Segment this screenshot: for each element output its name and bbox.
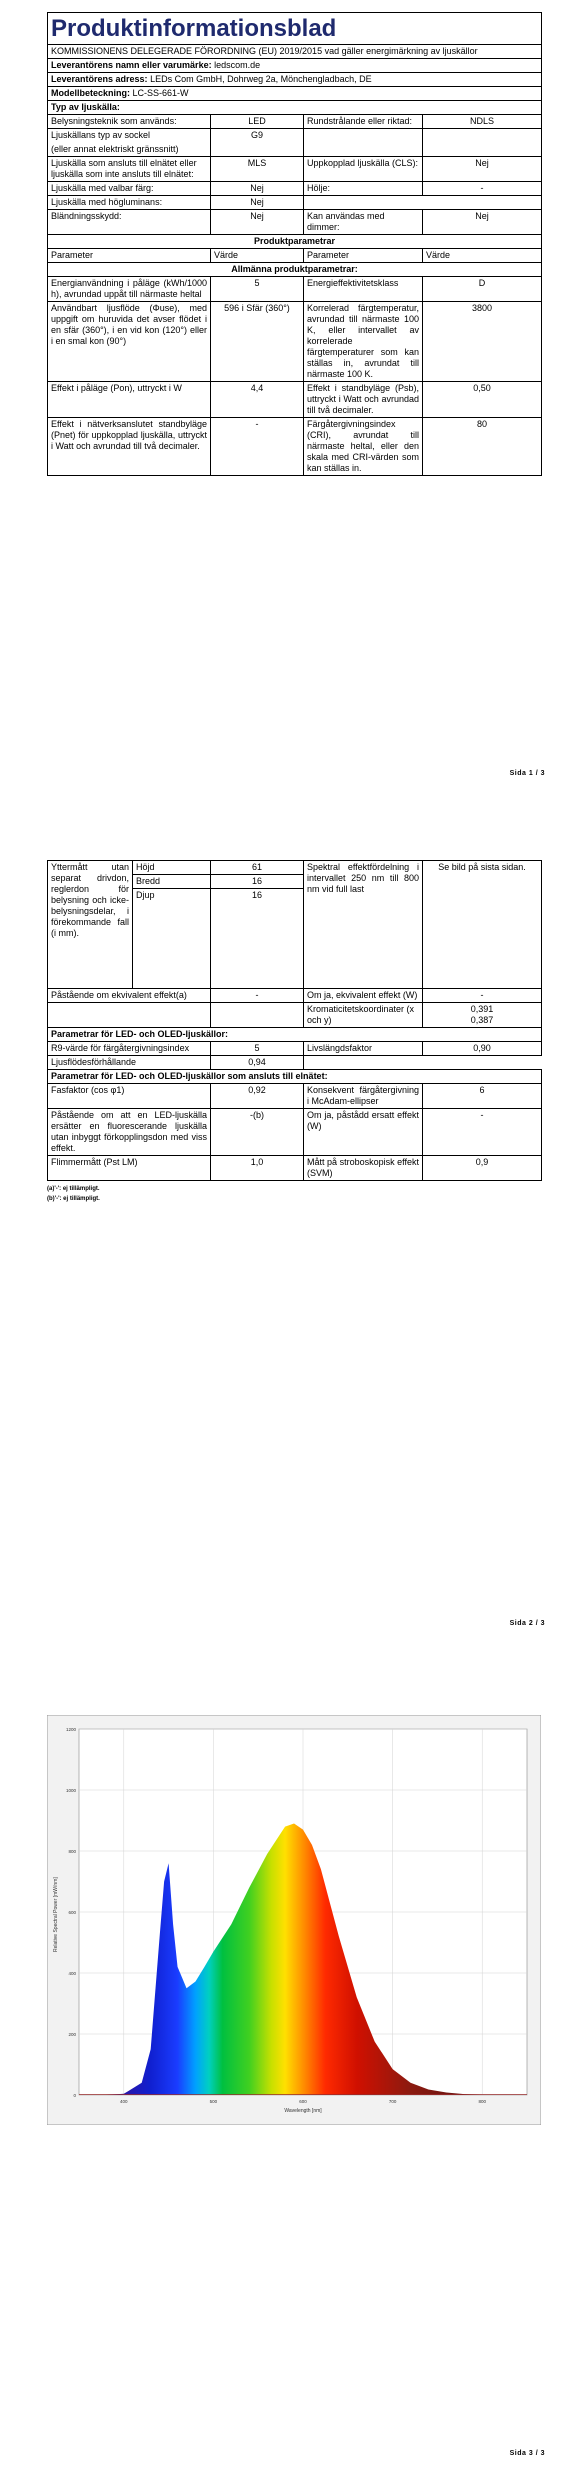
col-header-value: Värde <box>211 249 304 263</box>
dim-key: Djup <box>133 889 211 989</box>
param-value: 0,94 <box>211 1056 304 1070</box>
param-label: Färgåtergivningsindex (CRI), avrundat till närmaste heltal, eller den skala med CRI-värden som kan ställas in. <box>304 418 423 476</box>
supplier-name-row <box>48 59 542 73</box>
row-empty <box>304 196 542 210</box>
row-value: Nej <box>423 210 542 235</box>
y-tick-label: 1000 <box>65 1788 76 1793</box>
info-sheet-table <box>47 12 541 476</box>
general-params-header: Allmänna produktparametrar: <box>48 263 542 277</box>
y-tick-label: 200 <box>68 2032 76 2037</box>
row-label: Uppkopplad ljuskälla (CLS): <box>304 157 423 182</box>
supplier-address-value: LEDs Com GmbH, Dohrweg 2a, Mönchengladbach, DE <box>150 74 372 84</box>
row-value: Nej <box>423 157 542 182</box>
model-row <box>48 87 542 101</box>
column-headers <box>48 249 542 263</box>
param-label: Påstående om att en LED-ljuskälla ersätter en fluorescerande ljuskälla utan inbyggt förkopplingsdon med viss effekt. <box>48 1109 211 1156</box>
table-row <box>48 418 542 476</box>
table-row <box>48 1109 542 1156</box>
dim-key: Bredd <box>133 875 211 889</box>
param-value: D <box>423 277 542 302</box>
table-row <box>48 277 542 302</box>
param-value: 0,9 <box>423 1156 542 1181</box>
page-2 <box>0 830 585 1630</box>
page-number: Sida 3 / 3 <box>509 2450 545 2457</box>
regulation-text: KOMMISSIONENS DELEGERADE FÖRORDNING (EU) 2019/2015 vad gäller energimärkning av ljuskällor <box>48 45 542 59</box>
spectral-value: Se bild på sista sidan. <box>423 861 542 989</box>
param-label: Effekt i nätverksanslutet standbyläge (Pnet) för uppkopplad ljuskälla, uttryckt i Watt och avrundad till två decimaler. <box>48 418 211 476</box>
param-value: 0,90 <box>423 1042 542 1056</box>
param-value: 80 <box>423 418 542 476</box>
row-value: Nej <box>211 196 304 210</box>
row-label: Kan användas med dimmer: <box>304 210 423 235</box>
x-tick-label: 400 <box>120 2099 128 2104</box>
row-label: Ljuskälla med valbar färg: <box>48 182 211 196</box>
col-header-param: Parameter <box>304 249 423 263</box>
x-tick-label: 800 <box>478 2099 486 2104</box>
row-value: Nej <box>211 210 304 235</box>
param-value: 6 <box>423 1084 542 1109</box>
chromaticity-value <box>423 1003 542 1028</box>
param-label: Ljusflödesförhållande <box>48 1056 211 1070</box>
dim-value: 16 <box>211 889 304 989</box>
row-value: NDLS <box>423 115 542 129</box>
table-row <box>48 210 542 235</box>
x-tick-label: 700 <box>388 2099 397 2104</box>
col-header-param: Parameter <box>48 249 211 263</box>
row-label: Belysningsteknik som används: <box>48 115 211 129</box>
y-axis-label: Relative Spectral Power [mW/nm] <box>53 1877 59 1952</box>
table-row <box>48 1056 542 1070</box>
param-label: Kromaticitetskoordinater (x och y) <box>304 1003 423 1028</box>
row-value: MLS <box>211 157 304 182</box>
param-value: 596 i Sfär (360°) <box>211 302 304 382</box>
dim-value: 16 <box>211 875 304 889</box>
param-label: Konsekvent färgåtergivning i McAdam-ellipser <box>304 1084 423 1109</box>
param-value: - <box>423 989 542 1003</box>
supplier-name-value: ledscom.de <box>214 60 261 70</box>
model-label: Modellbeteckning: <box>51 88 131 98</box>
param-label: Korrelerad färgtemperatur, avrundad till närmaste 100 K, eller intervallet av korrelerade färgtemperaturer som kan ställas in, avrundat till närmaste 100 K. <box>304 302 423 382</box>
row-label <box>48 129 211 157</box>
x-tick-label: 600 <box>299 2099 307 2104</box>
param-value: 0,92 <box>211 1084 304 1109</box>
chroma-y: 0,387 <box>470 1015 494 1025</box>
table-row <box>48 129 542 157</box>
param-label: Energieffektivitetsklass <box>304 277 423 302</box>
row-label: Bländningsskydd: <box>48 210 211 235</box>
table-row <box>48 1156 542 1181</box>
row-value: Nej <box>211 182 304 196</box>
spectral-distribution-chart <box>47 1715 541 2125</box>
row-value: - <box>423 182 542 196</box>
x-tick-label: 500 <box>209 2099 218 2104</box>
row-value <box>423 129 542 157</box>
param-label: Effekt i påläge (Pon), uttryckt i W <box>48 382 211 418</box>
row-label: Rundstrålande eller riktad: <box>304 115 423 129</box>
table-row <box>48 1042 542 1056</box>
chroma-x: 0,391 <box>470 1004 494 1014</box>
y-tick-label: 600 <box>68 1910 76 1915</box>
param-value: - <box>423 1109 542 1156</box>
supplier-name-label: Leverantörens namn eller varumärke: <box>51 60 212 70</box>
footnote-a: (a)'-': ej tillämpligt. <box>47 1186 100 1192</box>
param-value: -(b) <box>211 1109 304 1156</box>
page-title: Produktinformationsblad <box>48 13 542 45</box>
col-header-value: Värde <box>423 249 542 263</box>
param-label: Om ja, påstådd ersatt effekt (W) <box>304 1109 423 1156</box>
y-tick-label: 0 <box>73 2093 76 2098</box>
table-row <box>48 861 542 875</box>
page-3 <box>0 1630 585 2476</box>
table-row <box>48 196 542 210</box>
info-sheet-table-2 <box>47 860 541 1204</box>
led-params-header: Parametrar för LED- och OLED-ljuskällor: <box>48 1028 542 1042</box>
param-value: 4,4 <box>211 382 304 418</box>
param-value: 5 <box>211 277 304 302</box>
footnote-b: (b)'-': ej tillämpligt. <box>47 1196 100 1202</box>
row-label: Ljuskälla med högluminans: <box>48 196 211 210</box>
supplier-address-label: Leverantörens adress: <box>51 74 148 84</box>
table-row <box>48 182 542 196</box>
param-label: Flimmermått (Pst LM) <box>48 1156 211 1181</box>
page-1 <box>0 0 585 830</box>
empty-cell <box>48 1003 211 1028</box>
model-value: LC-SS-661-W <box>132 88 189 98</box>
product-params-header: Produktparametrar <box>48 235 542 249</box>
empty-cell <box>304 1056 542 1070</box>
param-label: Effekt i standbyläge (Psb), uttryckt i Watt och avrundad till två decimaler. <box>304 382 423 418</box>
param-value: 1,0 <box>211 1156 304 1181</box>
param-label: Energianvändning i påläge (kWh/1000 h), avrundad uppåt till närmaste heltal <box>48 277 211 302</box>
y-tick-label: 1200 <box>65 1727 76 1732</box>
param-value: - <box>211 989 304 1003</box>
mains-params-header: Parametrar för LED- och OLED-ljuskällor som ansluts till elnätet: <box>48 1070 542 1084</box>
param-label: Påstående om ekvivalent effekt(a) <box>48 989 211 1003</box>
page-number: Sida 1 / 3 <box>509 770 545 777</box>
table-row <box>48 989 542 1003</box>
param-label: Mått på stroboskopisk effekt (SVM) <box>304 1156 423 1181</box>
dim-value: 61 <box>211 861 304 875</box>
row-label-sub: (eller annat elektriskt gränssnitt) <box>51 144 179 154</box>
param-value: - <box>211 418 304 476</box>
param-label: Livslängdsfaktor <box>304 1042 423 1056</box>
y-tick-label: 800 <box>68 1849 76 1854</box>
param-value: 0,50 <box>423 382 542 418</box>
param-label: Fasfaktor (cos φ1) <box>48 1084 211 1109</box>
dim-key: Höjd <box>133 861 211 875</box>
param-label: Användbart ljusflöde (Φuse), med uppgift om huruvida det avser flödet i en sfär (360°), i en vid kon (120°) eller i en smal kon (90°) <box>48 302 211 382</box>
row-label: Hölje: <box>304 182 423 196</box>
param-value: 5 <box>211 1042 304 1056</box>
row-label <box>304 129 423 157</box>
row-label: Ljuskälla som ansluts till elnätet eller ljuskälla som inte ansluts till elnätet: <box>48 157 211 182</box>
table-row <box>48 382 542 418</box>
table-row <box>48 1003 542 1028</box>
spectral-label: Spektral effektfördelning i intervallet 250 nm till 800 nm vid full last <box>304 861 423 989</box>
x-axis-label: Wavelength [nm] <box>284 2108 322 2114</box>
table-row <box>48 1084 542 1109</box>
param-value: 3800 <box>423 302 542 382</box>
type-header: Typ av ljuskälla: <box>48 101 542 115</box>
supplier-address-row <box>48 73 542 87</box>
param-label: Om ja, ekvivalent effekt (W) <box>304 989 423 1003</box>
row-label-main: Ljuskällans typ av sockel <box>51 130 151 140</box>
y-tick-label: 400 <box>68 1971 76 1976</box>
table-row <box>48 115 542 129</box>
row-value: G9 <box>211 129 304 157</box>
empty-cell <box>211 1003 304 1028</box>
page-number: Sida 2 / 3 <box>509 1620 545 1627</box>
table-row <box>48 157 542 182</box>
row-value: LED <box>211 115 304 129</box>
table-row <box>48 302 542 382</box>
dimensions-label: Yttermått utan separat drivdon, reglerdon för belysning och icke-belysningsdelar, i förekommande fall (i mm). <box>48 861 133 989</box>
param-label: R9-värde för färgåtergivningsindex <box>48 1042 211 1056</box>
